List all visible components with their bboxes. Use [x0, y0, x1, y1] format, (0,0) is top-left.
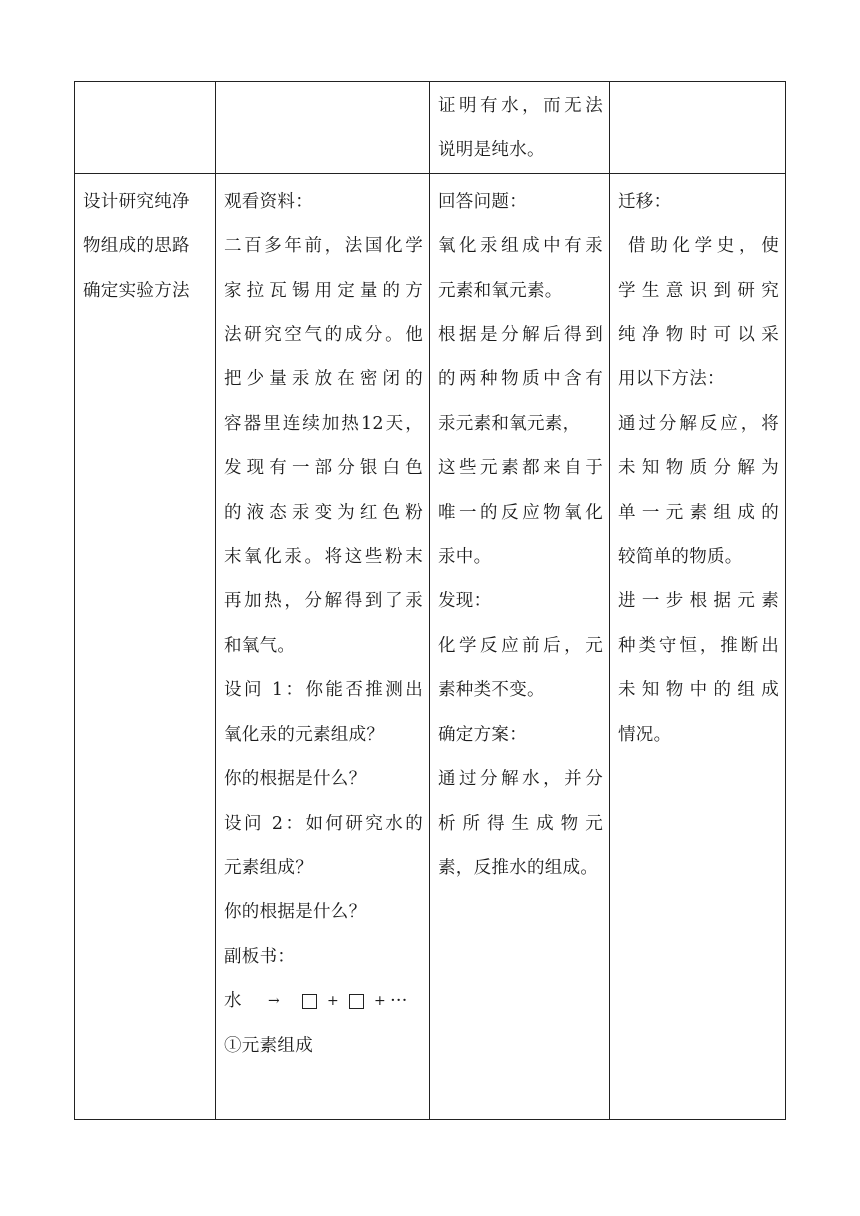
student-line: 化学反应前后，元	[438, 635, 603, 656]
student-line: 唯一的反应物氧化	[438, 502, 603, 523]
intent-line: 单一元素组成的	[618, 502, 779, 523]
formula-ellipsis: ···	[390, 991, 408, 1012]
student-line: 氧化汞组成中有汞	[438, 236, 603, 257]
blank-box-icon	[302, 994, 317, 1009]
table-row-main	[75, 173, 786, 1119]
cell-student-activity	[430, 173, 610, 1119]
teacher-line: 你的根据是什么？	[224, 902, 367, 923]
student-line: 的两种物质中含有	[438, 369, 603, 390]
student-line: 素，反推水的组成。	[438, 857, 599, 878]
teacher-line: 氧化汞的元素组成？	[224, 724, 385, 745]
cell-intent-empty	[610, 82, 786, 174]
cell-stage-empty	[75, 82, 216, 174]
teacher-line: 把少量汞放在密闭的	[224, 369, 423, 390]
intent-line: 通过分解反应，将	[618, 413, 779, 434]
cell-teacher-empty	[216, 82, 430, 174]
lesson-plan-table	[74, 81, 786, 1120]
intent-line: 未知物质分解为	[618, 458, 779, 479]
stage-line: 设计研究纯净	[83, 191, 190, 212]
intent-line: 未知物中的组成	[618, 680, 779, 701]
cell-design-intent	[610, 173, 786, 1119]
student-line: 发现：	[438, 591, 492, 612]
formula-plus: +	[327, 993, 340, 1010]
teacher-line: 二百多年前，法国化学	[224, 236, 423, 257]
student-line: 确定方案：	[438, 724, 527, 745]
teacher-line: 和氧气。	[224, 635, 296, 656]
stage-line: 物组成的思路	[83, 236, 190, 257]
student-line: 析所得生成物元	[438, 813, 603, 834]
teacher-line: 设问 2：如何研究水的	[224, 813, 423, 834]
stage-line: 确定实验方法	[83, 280, 190, 301]
teacher-line: 的液态汞变为红色粉	[224, 502, 423, 523]
teacher-line: 容器里连续加热12天，	[224, 413, 423, 434]
cell-student-continuation	[430, 82, 610, 174]
intent-line: 种类守恒，推断出	[618, 635, 779, 656]
table-row-continuation	[75, 82, 786, 174]
teacher-line: 副板书：	[224, 946, 296, 967]
arrow-icon: →	[268, 993, 281, 1010]
intent-line: 纯净物时可以采	[618, 325, 779, 346]
board-formula	[224, 979, 423, 1023]
teacher-line: 家拉瓦锡用定量的方	[224, 280, 423, 301]
text-line: 说明是纯水。	[438, 140, 545, 161]
teacher-line: 你的根据是什么？	[224, 769, 367, 790]
intent-line: 学生意识到研究	[618, 280, 779, 301]
intent-line: 借助化学史，使	[628, 236, 779, 257]
blank-box-icon	[349, 994, 364, 1009]
intent-line: 迁移：	[618, 191, 672, 212]
teacher-line: ①元素组成	[224, 1035, 313, 1056]
student-line: 根据是分解后得到	[438, 325, 603, 346]
student-line: 回答问题：	[438, 191, 527, 212]
intent-line: 用以下方法：	[618, 369, 725, 390]
teacher-line: 设问 1：你能否推测出	[224, 680, 423, 701]
text-line: 证明有水，而无法	[438, 96, 603, 116]
student-line: 汞中。	[438, 547, 492, 568]
student-line: 通过分解水，并分	[438, 769, 603, 790]
cell-stage	[75, 173, 216, 1119]
teacher-line: 再加热，分解得到了汞	[224, 591, 423, 612]
teacher-line: 观看资料：	[224, 191, 313, 212]
teacher-line: 发现有一部分银白色	[224, 458, 423, 479]
teacher-line: 法研究空气的成分。他	[224, 325, 423, 346]
student-line: 这些元素都来自于	[438, 458, 603, 479]
teacher-line: 元素组成？	[224, 857, 313, 878]
student-line: 元素和氧元素。	[438, 280, 563, 301]
intent-line: 较简单的物质。	[618, 547, 743, 568]
formula-plus: +	[374, 993, 387, 1010]
teacher-line: 末氧化汞。将这些粉末	[224, 547, 423, 568]
intent-line: 进一步根据元素	[618, 591, 779, 612]
cell-teacher-activity	[216, 173, 430, 1119]
student-line: 素种类不变。	[438, 680, 545, 701]
student-line: 汞元素和氧元素，	[438, 413, 581, 434]
intent-line: 情况。	[618, 724, 672, 745]
formula-water: 水	[224, 991, 242, 1012]
